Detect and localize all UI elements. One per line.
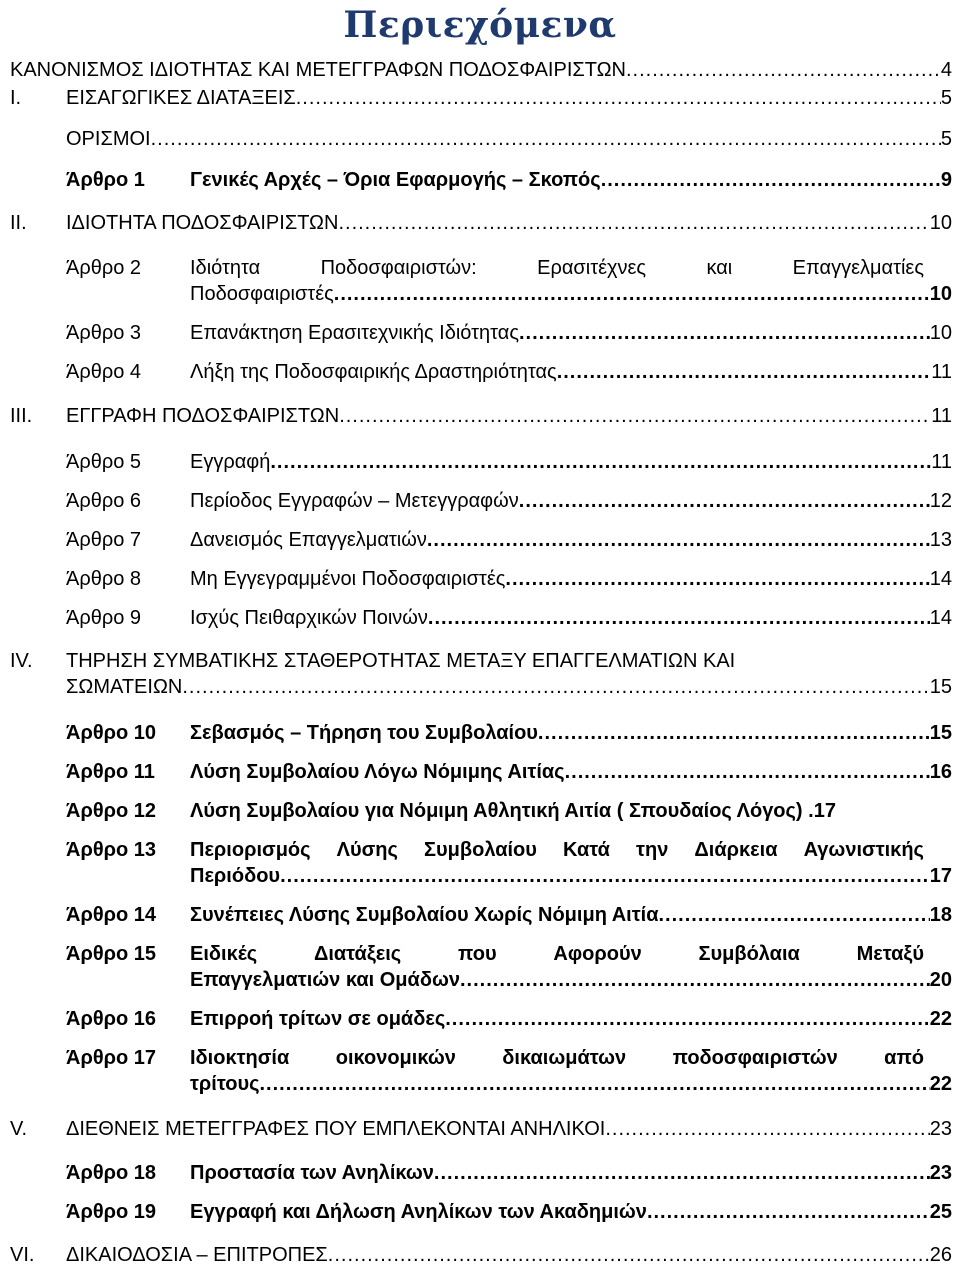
article-title-line1 xyxy=(190,837,924,863)
toc-page: 26 xyxy=(929,1244,952,1266)
word: Περιορισμός xyxy=(190,839,311,861)
toc-page: 17 xyxy=(929,865,952,887)
word: Ιδιοκτησία xyxy=(190,1047,290,1069)
page-title: Περιεχόμενα xyxy=(343,4,617,46)
word: Μεταξύ xyxy=(856,943,924,965)
toc-leader xyxy=(519,320,930,346)
article-title: Λύση Συμβολαίου για Νόμιμη Αθλητική Αιτία ( Σπουδαίος Λόγος) .17 xyxy=(190,800,836,822)
word: Ιδιότητα xyxy=(190,257,261,279)
article-title: Γενικές Αρχές – Όρια Εφαρμογής – Σκοπός xyxy=(190,169,601,191)
article-number: Άρθρο 13 xyxy=(66,839,157,861)
toc-leader xyxy=(339,403,931,429)
toc-page: 15 xyxy=(929,676,952,698)
word: Συμβολαίου xyxy=(424,839,537,861)
toc-entry-text: ΚΑΝΟΝΙΣΜΟΣ ΙΔΙΟΤΗΤΑΣ ΚΑΙ ΜΕΤΕΓΓΡΑΦΩΝ ΠΟΔΟΣΦΑΙΡΙΣΤΩΝ xyxy=(10,59,626,81)
toc-page: 14 xyxy=(929,607,952,629)
section-title: ΕΓΓΡΑΦΗ ΠΟΔΟΣΦΑΙΡΙΣΤΩΝ xyxy=(66,405,340,427)
section-number: IV. xyxy=(10,650,33,672)
word: Επαγγελματίες xyxy=(792,257,924,279)
section-title: ΙΔΙΟΤΗΤΑ ΠΟΔΟΣΦΑΙΡΙΣΤΩΝ xyxy=(66,212,339,234)
toc-page: 16 xyxy=(929,761,952,783)
article-title-line1 xyxy=(190,1045,924,1071)
article-title: Περίοδος Εγγραφών – Μετεγγραφών xyxy=(190,490,519,512)
toc-leader xyxy=(605,1116,929,1142)
article-number: Άρθρο 17 xyxy=(66,1047,157,1069)
article-title: Λύση Συμβολαίου Λόγω Νόμιμης Αιτίας xyxy=(190,761,565,783)
article-number: Άρθρο 6 xyxy=(66,490,142,512)
toc-page: 9 xyxy=(940,169,952,191)
toc-leader xyxy=(328,1242,930,1268)
article-title: Εγγραφή xyxy=(190,451,271,473)
article-number: Άρθρο 7 xyxy=(66,529,142,551)
toc-page: 23 xyxy=(929,1118,952,1140)
section-number: VI. xyxy=(10,1244,35,1266)
article-number: Άρθρο 18 xyxy=(66,1162,157,1184)
word: Κατά xyxy=(563,839,610,861)
toc-page: 12 xyxy=(929,490,952,512)
word: Διατάξεις xyxy=(313,943,402,965)
toc-page: 4 xyxy=(940,59,952,81)
article-number: Άρθρο 16 xyxy=(66,1008,157,1030)
article-title-line1 xyxy=(190,941,924,967)
toc-leader xyxy=(182,674,929,700)
toc-page: 18 xyxy=(929,904,952,926)
section-title: ΔΙΕΘΝΕΙΣ ΜΕΤΕΓΓΡΑΦΕΣ ΠΟΥ ΕΜΠΛΕΚΟΝΤΑΙ ΑΝΗΛΙΚΟΙ xyxy=(66,1118,606,1140)
article-number: Άρθρο 15 xyxy=(66,943,157,965)
word: Αφορούν xyxy=(553,943,642,965)
toc-page: 11 xyxy=(931,451,952,473)
toc-page: 11 xyxy=(931,361,952,383)
article-number: Άρθρο 3 xyxy=(66,322,142,344)
toc-page: 5 xyxy=(940,87,952,109)
toc-article-13[interactable] xyxy=(66,837,952,889)
article-title: Σεβασμός – Τήρηση του Συμβολαίου xyxy=(190,722,538,744)
section-number: III. xyxy=(10,405,33,427)
toc-leader xyxy=(557,359,932,385)
article-title: Ισχύς Πειθαρχικών Ποινών xyxy=(190,607,428,629)
article-title-line1 xyxy=(190,255,924,281)
section-title: ΕΙΣΑΓΩΓΙΚΕΣ ΔΙΑΤΑΞΕΙΣ xyxy=(66,87,296,109)
toc-page: 14 xyxy=(929,568,952,590)
toc-leader xyxy=(434,1160,930,1186)
word: οικονομικών xyxy=(335,1047,456,1069)
word: Ποδοσφαιριστών: xyxy=(320,257,477,279)
toc-page: 15 xyxy=(929,722,952,744)
word: Συμβόλαια xyxy=(698,943,800,965)
toc-entry-regulation[interactable] xyxy=(10,57,952,83)
word: που xyxy=(457,943,497,965)
section-number: II. xyxy=(10,212,27,234)
section-title: ΔΙΚΑΙΟΔΟΣΙΑ – ΕΠΙΤΡΟΠΕΣ xyxy=(66,1244,328,1266)
word: Διάρκεια xyxy=(694,839,778,861)
article-title: Εγγραφή και Δήλωση Ανηλίκων των Ακαδημιών xyxy=(190,1201,647,1223)
article-title: Επανάκτηση Ερασιτεχνικής Ιδιότητας xyxy=(190,322,519,344)
toc-entry-definitions[interactable] xyxy=(66,126,952,152)
toc-leader xyxy=(538,720,930,746)
word: την xyxy=(636,839,669,861)
article-number: Άρθρο 10 xyxy=(66,722,157,744)
article-title: Επιρροή τρίτων σε ομάδες xyxy=(190,1008,446,1030)
word: Ερασιτέχνες xyxy=(537,257,647,279)
toc-leader xyxy=(565,759,930,785)
article-title-line2: Περιόδου xyxy=(190,865,281,887)
toc-leader xyxy=(460,967,930,993)
section-number: I. xyxy=(10,87,22,109)
toc-leader xyxy=(445,1006,930,1032)
toc-entry-text: ΟΡΙΣΜΟΙ xyxy=(66,128,151,150)
article-title: Συνέπειες Λύσης Συμβολαίου Χωρίς Νόμιμη Αιτία xyxy=(190,904,659,926)
toc-page: 22 xyxy=(929,1008,952,1030)
section-title-line2: ΣΩΜΑΤΕΙΩΝ xyxy=(66,676,183,698)
toc-article-2[interactable] xyxy=(66,255,952,307)
word: από xyxy=(884,1047,924,1069)
word: Αγωνιστικής xyxy=(803,839,924,861)
article-number: Άρθρο 11 xyxy=(66,761,155,783)
toc-leader xyxy=(338,210,929,236)
toc-leader xyxy=(601,167,941,193)
word: ποδοσφαιριστών xyxy=(672,1047,838,1069)
toc-article-17[interactable] xyxy=(66,1045,952,1097)
section-title-line1: ΤΗΡΗΣΗ ΣΥΜΒΑΤΙΚΗΣ ΣΤΑΘΕΡΟΤΗΤΑΣ ΜΕΤΑΞΥ ΕΠΑΓΓΕΛΜΑΤΙΩΝ ΚΑΙ xyxy=(66,650,736,672)
article-title-line2: τρίτους xyxy=(190,1073,260,1095)
article-number: Άρθρο 19 xyxy=(66,1201,157,1223)
section-number: V. xyxy=(10,1118,28,1140)
article-number: Άρθρο 1 xyxy=(66,169,145,191)
word: δικαιωμάτων xyxy=(502,1047,627,1069)
toc-leader xyxy=(647,1199,930,1225)
toc-leader xyxy=(505,566,929,592)
article-number: Άρθρο 14 xyxy=(66,904,157,926)
toc-page: 10 xyxy=(929,212,952,234)
article-number: Άρθρο 9 xyxy=(66,607,142,629)
toc-leader xyxy=(428,605,930,631)
article-number: Άρθρο 2 xyxy=(66,257,142,279)
toc-page: 25 xyxy=(929,1201,952,1223)
toc-leader xyxy=(334,281,930,307)
toc-page: 20 xyxy=(929,969,952,991)
article-number: Άρθρο 5 xyxy=(66,451,142,473)
toc-leader xyxy=(659,902,930,928)
article-title: Δανεισμός Επαγγελματιών xyxy=(190,529,427,551)
toc-page: 22 xyxy=(929,1073,952,1095)
word: Λύσης xyxy=(336,839,398,861)
article-number: Άρθρο 12 xyxy=(66,800,157,822)
toc-section-iv[interactable] xyxy=(10,648,952,700)
article-title-line2: Επαγγελματιών και Ομάδων xyxy=(190,969,460,991)
toc-leader xyxy=(626,57,941,83)
toc-page: 11 xyxy=(931,405,952,427)
article-title: Λήξη της Ποδοσφαιρικής Δραστηριότητας xyxy=(190,361,557,383)
toc-leader xyxy=(296,85,941,111)
toc-leader xyxy=(259,1071,929,1097)
toc-leader xyxy=(427,527,930,553)
toc-page: 5 xyxy=(940,128,952,150)
toc-leader xyxy=(270,449,931,475)
toc-leader xyxy=(280,863,930,889)
toc-page: 10 xyxy=(929,283,952,305)
toc-page: 13 xyxy=(929,529,952,551)
toc-article-15[interactable] xyxy=(66,941,952,993)
article-title: Μη Εγγεγραμμένοι Ποδοσφαιριστές xyxy=(190,568,506,590)
toc-leader xyxy=(151,126,941,152)
toc-leader xyxy=(519,488,930,514)
article-number: Άρθρο 4 xyxy=(66,361,142,383)
article-title-line2: Ποδοσφαιριστές xyxy=(190,283,334,305)
toc-page: 10 xyxy=(929,322,952,344)
toc-page: 23 xyxy=(929,1162,952,1184)
word: και xyxy=(706,257,733,279)
article-title: Προστασία των Ανηλίκων xyxy=(190,1162,434,1184)
word: Ειδικές xyxy=(190,943,258,965)
article-number: Άρθρο 8 xyxy=(66,568,142,590)
